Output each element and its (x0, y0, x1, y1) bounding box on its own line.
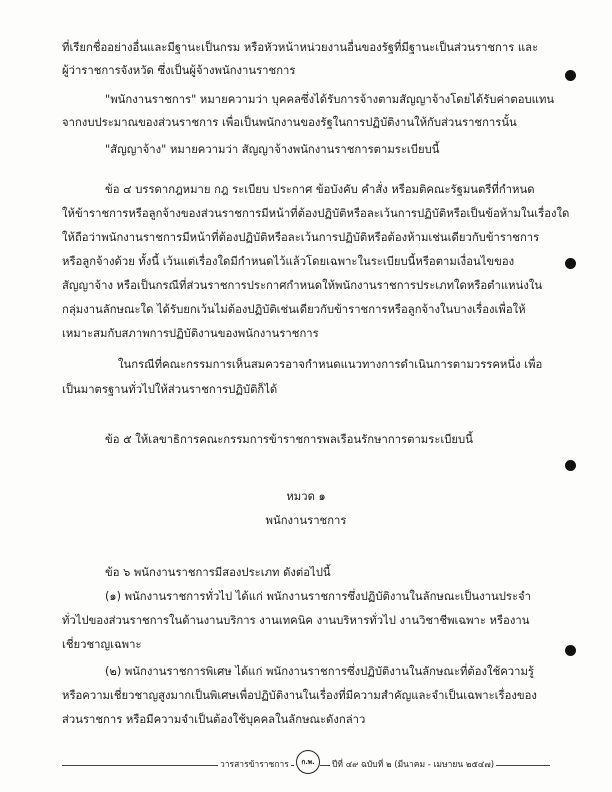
footer-journal-name: วารสารข้าราชการ (220, 760, 289, 770)
body-line: เป็นมาตรฐานทั่วไปให้ส่วนราชการปฏิบัติก็ได้ (62, 383, 278, 396)
body-line: เหมาะสมกับสภาพการปฏิบัติงานของพนักงานราชการ (62, 327, 319, 340)
clause-6-item-1: (๑) พนักงานราชการทั่วไป ได้แก่ พนักงานราชการซึ่งปฏิบัติงานในลักษณะเป็นงานประจำ (105, 590, 532, 603)
body-line: ให้ถือว่าพนักงานราชการมีหน้าที่ต้องปฏิบัติหรือละเว้นการปฏิบัติหรือต้องห้ามเช่นเดียวกับข้าราชการ (62, 231, 540, 244)
body-line: หรือความเชี่ยวชาญสูงมากเป็นพิเศษเพื่อปฏิบัติงานในเรื่องที่มีความสำคัญและจำเป็นเฉพาะเรื่องของ (62, 689, 537, 702)
clause-5: ข้อ ๕ ให้เลขาธิการคณะกรรมการข้าราชการพลเรือนรักษาการตามระเบียบนี้ (105, 433, 473, 446)
definition-contract: "สัญญาจ้าง" หมายความว่า สัญญาจ้างพนักงานราชการตามระเบียบนี้ (105, 143, 440, 156)
logo-text: ก.พ. (301, 758, 315, 766)
body-line: ส่วนราชการ หรือมีความจำเป็นต้องใช้บุคคลในลักษณะดังกล่าว (62, 713, 366, 726)
body-line: เชี่ยวชาญเฉพาะ (62, 638, 142, 651)
ocsc-logo-icon (296, 750, 320, 774)
footer-issue: ปีที่ ๔๙ ฉบับที่ ๒ (มีนาคม - เมษายน ๒๕๔๗) (332, 760, 495, 770)
binder-hole (565, 460, 576, 471)
binder-hole (565, 258, 576, 269)
body-line: หรือลูกจ้างด้วย ทั้งนี้ เว้นแต่เรื่องใดมีกำหนดไว้แล้วโดยเฉพาะในระเบียบนี้หรือตามเงื่อนไขของ (62, 255, 515, 268)
binder-hole (565, 70, 576, 81)
definition-employee: "พนักงานราชการ" หมายความว่า บุคคลซึ่งได้รับการจ้างตามสัญญาจ้างโดยได้รับค่าตอบแทน (105, 93, 555, 106)
body-line: ผู้ว่าราชการจังหวัด ซึ่งเป็นผู้จ้างพนักงานราชการ (62, 64, 296, 77)
body-line: ทั่วไปของส่วนราชการในด้านงานบริการ งานเทคนิค งานบริหารทั่วไป งานวิชาชีพเฉพาะ หรืองาน (62, 614, 530, 627)
binder-hole (565, 645, 576, 656)
clause-6-item-2: (๒) พนักงานราชการพิเศษ ได้แก่ พนักงานราชการซึ่งปฏิบัติงานในลักษณะที่ต้องใช้ความรู้ (105, 665, 534, 678)
chapter-heading: หมวด ๑ (286, 490, 326, 503)
clause-4-paragraph-2: ในกรณีที่คณะกรรมการเห็นสมควรอาจกำหนดแนวทางการดำเนินการตามวรรคหนึ่ง เพื่อ (118, 358, 543, 371)
body-line: จากงบประมาณของส่วนราชการ เพื่อเป็นพนักงานของรัฐในการปฏิบัติงานให้กับส่วนราชการนั้น (62, 116, 517, 129)
body-line: สัญญาจ้าง หรือเป็นกรณีที่ส่วนราชการประกาศกำหนดให้พนักงานราชการประเภทใดหรือตำแหน่งใน (62, 279, 543, 292)
clause-6: ข้อ ๖ พนักงานราชการมีสองประเภท ดังต่อไปนี้ (105, 566, 331, 579)
body-line: ที่เรียกชื่ออย่างอื่นและมีฐานะเป็นกรม หรือหัวหน้าหน่วยงานอื่นของรัฐที่มีฐานะเป็นส่วนราชการ และ (62, 41, 539, 54)
chapter-title: พนักงานราชการ (265, 514, 347, 527)
clause-4: ข้อ ๔ บรรดากฎหมาย กฎ ระเบียบ ประกาศ ข้อบังคับ คำสั่ง หรือมติคณะรัฐมนตรีที่กำหนด (105, 183, 535, 196)
body-line: กลุ่มงานลักษณะใด ได้รับยกเว้นไม่ต้องปฏิบัติเช่นเดียวกับข้าราชการหรือลูกจ้างในบางเรื่องเพื่อให้ (62, 303, 526, 316)
body-line: ให้ข้าราชการหรือลูกจ้างของส่วนราชการมีหน้าที่ต้องปฏิบัติหรือละเว้นการปฏิบัติหรือเป็นข้อห้ามในเรื่องใด (62, 207, 570, 220)
